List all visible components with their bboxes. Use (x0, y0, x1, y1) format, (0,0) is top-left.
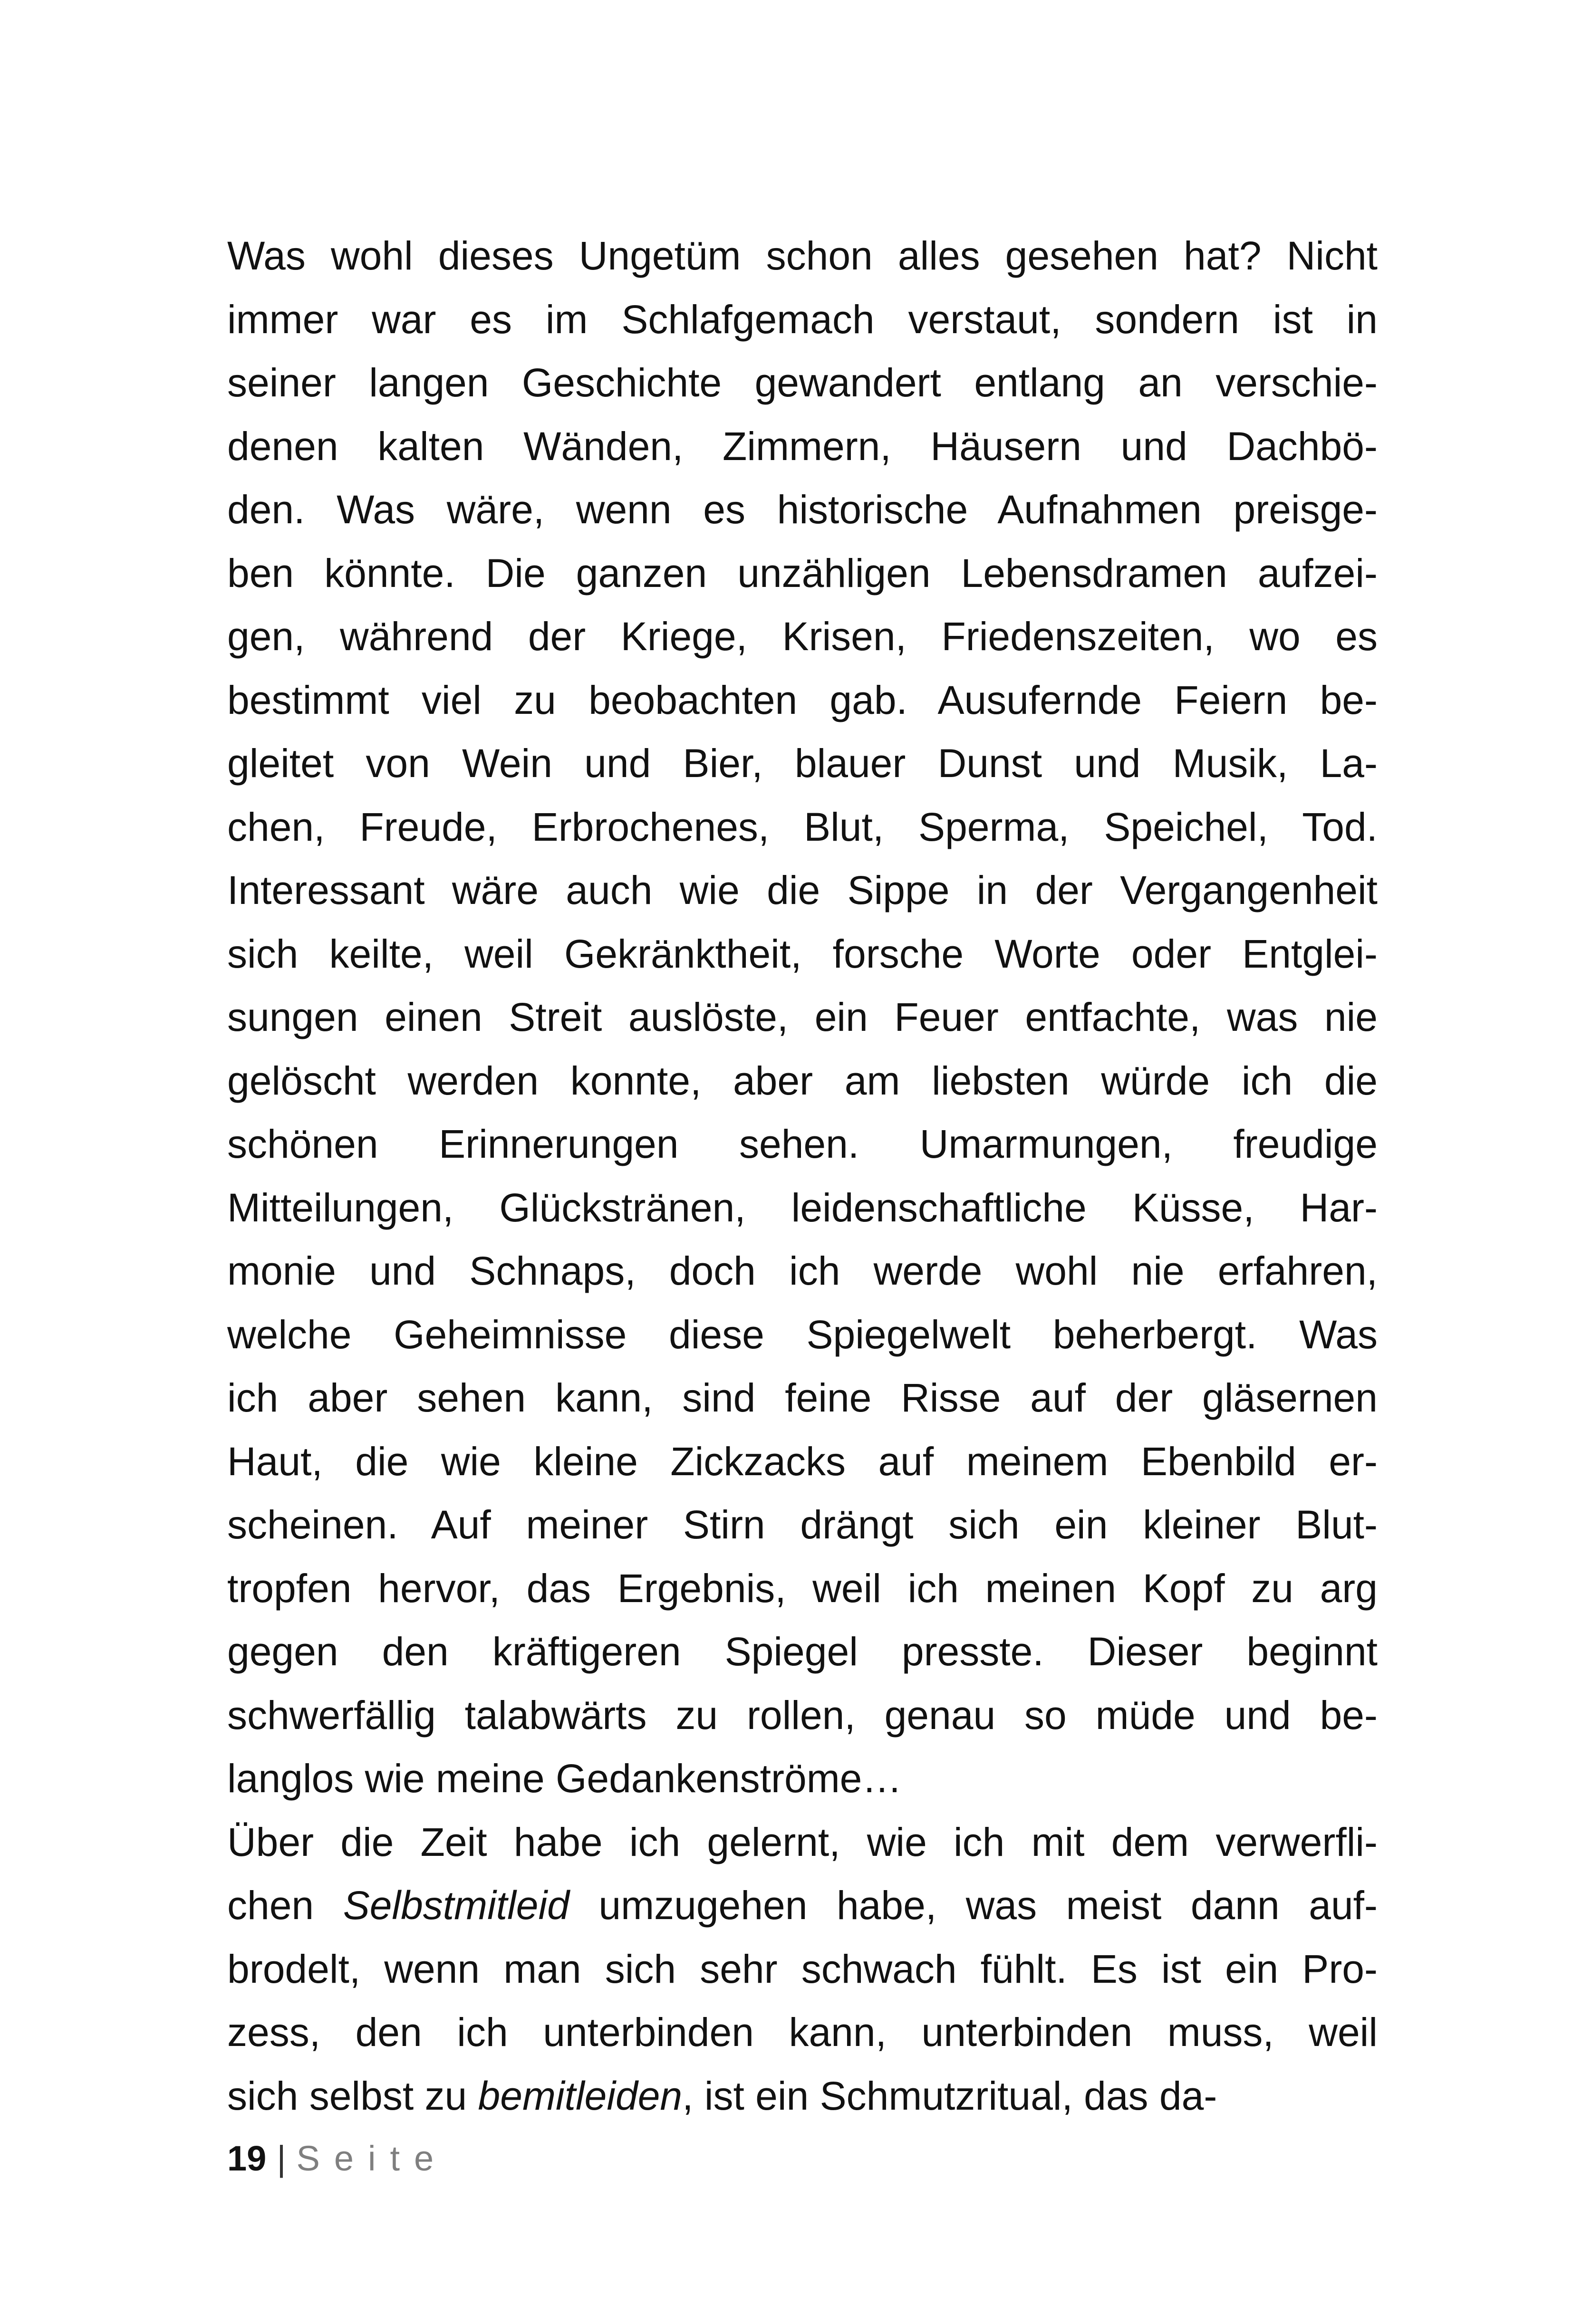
text-segment: denen kalten Wänden, Zimmern, Häusern und Dachbö- (227, 423, 1378, 469)
text-line (227, 1620, 1378, 1684)
text-segment: brodelt, wenn man sich sehr schwach fühlt. Es ist ein Pro- (227, 1946, 1378, 1991)
text-line (227, 288, 1378, 352)
text-segment: Mitteilungen, Glückstränen, leidenschaftliche Küsse, Har- (227, 1185, 1378, 1230)
text-line (227, 1366, 1378, 1430)
text-line (227, 351, 1378, 415)
text-line (227, 1239, 1378, 1303)
text-line (227, 732, 1378, 796)
footer-separator: | (277, 2139, 286, 2178)
text-segment: Was wohl dieses Ungetüm schon alles gesehen hat? Nicht (227, 233, 1378, 278)
text-segment: Interessant wäre auch wie die Sippe in der Vergangenheit (227, 868, 1378, 912)
text-line (227, 1747, 1378, 1811)
text-line (227, 1938, 1378, 2001)
page-number: 19 (227, 2139, 267, 2178)
text-segment: seiner langen Geschichte gewandert entlang an verschie- (227, 360, 1378, 405)
text-segment: gelöscht werden konnte, aber am liebsten würde ich die (227, 1058, 1378, 1103)
text-line (227, 542, 1378, 605)
text-segment: ich aber sehen kann, sind feine Risse auf der gläsernen (227, 1375, 1378, 1420)
text-line (227, 796, 1378, 859)
text-segment: umzugehen habe, was meist dann auf- (569, 1883, 1378, 1928)
text-segment: schwerfällig talabwärts zu rollen, genau so müde und be- (227, 1692, 1378, 1738)
text-line (227, 478, 1378, 542)
text-line (227, 2001, 1378, 2065)
text-segment: sungen einen Streit auslöste, ein Feuer entfachte, was nie (227, 995, 1378, 1039)
page-footer (227, 2135, 448, 2182)
text-segment: ben könnte. Die ganzen unzähligen Lebensdramen aufzei- (227, 550, 1378, 595)
text-segment: scheinen. Auf meiner Stirn drängt sich ein kleiner Blut- (227, 1502, 1378, 1547)
body-text (227, 224, 1378, 2128)
text-segment: langlos wie meine Gedankenströme… (227, 1756, 902, 1801)
text-segment: Haut, die wie kleine Zickzacks auf meinem Ebenbild er- (227, 1439, 1378, 1484)
italic-text: Selbstmitleid (343, 1883, 569, 1928)
text-segment: schönen Erinnerungen sehen. Umarmungen, freudige (227, 1122, 1378, 1166)
text-segment: zess, den ich unterbinden kann, unterbinden muss, weil (227, 2010, 1378, 2055)
text-line (227, 922, 1378, 986)
text-segment: gleitet von Wein und Bier, blauer Dunst und Musik, La- (227, 741, 1378, 786)
text-segment: den. Was wäre, wenn es historische Aufnahmen preisge- (227, 487, 1378, 532)
text-segment: welche Geheimnisse diese Spiegelwelt beherbergt. Was (227, 1312, 1378, 1357)
text-segment: immer war es im Schlafgemach verstaut, sondern ist in (227, 297, 1378, 342)
text-line (227, 859, 1378, 922)
text-line (227, 1684, 1378, 1748)
text-line (227, 1557, 1378, 1621)
text-line (227, 986, 1378, 1049)
text-line (227, 1176, 1378, 1240)
text-line (227, 1113, 1378, 1176)
text-line (227, 669, 1378, 732)
text-line (227, 1874, 1378, 1938)
text-segment: gegen den kräftigeren Spiegel presste. Dieser beginnt (227, 1629, 1378, 1674)
text-segment: gen, während der Kriege, Krisen, Friedenszeiten, wo es (227, 614, 1378, 659)
italic-text: bemitleiden (478, 2073, 683, 2118)
text-segment: sich keilte, weil Gekränktheit, forsche Worte oder Entglei- (227, 931, 1378, 976)
text-line (227, 605, 1378, 669)
text-segment: bestimmt viel zu beobachten gab. Ausufernde Feiern be- (227, 677, 1378, 722)
text-line (227, 1430, 1378, 1494)
text-line (227, 1493, 1378, 1557)
text-segment: , ist ein Schmutzritual, das da- (682, 2073, 1217, 2118)
text-segment: chen (227, 1883, 343, 1928)
text-line (227, 1303, 1378, 1367)
text-segment: Über die Zeit habe ich gelernt, wie ich mit dem verwerfli- (227, 1819, 1378, 1864)
text-segment: sich selbst zu (227, 2073, 478, 2118)
text-line (227, 1811, 1378, 1874)
text-line (227, 1049, 1378, 1113)
text-line (227, 2065, 1378, 2128)
text-segment: chen, Freude, Erbrochenes, Blut, Sperma, Speichel, Tod. (227, 804, 1378, 849)
text-line (227, 224, 1378, 288)
text-line (227, 415, 1378, 479)
footer-page-label: Seite (296, 2139, 448, 2178)
text-segment: tropfen hervor, das Ergebnis, weil ich meinen Kopf zu arg (227, 1565, 1378, 1611)
text-segment: monie und Schnaps, doch ich werde wohl nie erfahren, (227, 1248, 1378, 1293)
